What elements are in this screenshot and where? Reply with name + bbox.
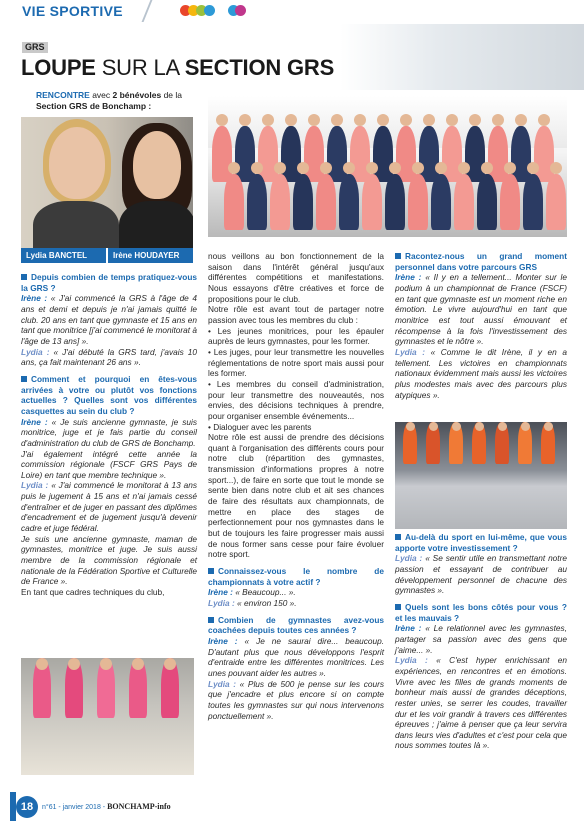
person-figure <box>534 126 554 182</box>
section-label: VIE SPORTIVE <box>22 3 123 19</box>
interview-answer: Irène : « Je suis ancienne gymnaste, je suis monitrice, juge et je fais partie du conseil d'administration du club de GRS de Bonchamp. <box>21 416 197 448</box>
interview-question: Quels sont les bons côtés pour vous ? et les mauvais ? <box>395 601 567 623</box>
column-3-top <box>395 251 567 400</box>
person-figure <box>212 126 232 182</box>
portrait-body <box>33 201 119 253</box>
person-figure <box>511 126 531 182</box>
person-head <box>216 114 228 126</box>
person-head <box>251 162 263 174</box>
speaker-name: Irène : <box>395 623 422 634</box>
interview-question: Depuis combien de temps pratiquez-vous la GRS ? <box>21 272 197 293</box>
person-head <box>492 114 504 126</box>
person-head <box>504 162 516 174</box>
person-head <box>498 422 507 431</box>
person-figure <box>396 126 416 182</box>
person-head <box>515 114 527 126</box>
person-figure <box>362 174 382 230</box>
portrait-body <box>119 201 193 253</box>
paragraph: Je suis une ancienne gymnaste, maman de gymnastes, monitrice et juge. Je suis aussi membre de la commission régionale et nationale de la Fédération Sportive et Culturelle de France ». <box>21 533 197 587</box>
person-head <box>262 114 274 126</box>
question-bullet-icon <box>395 534 401 540</box>
interview-answer: Lydia : « Comme le dit Irène, il y en a tellement. Les victoires en championnats nationaux évidemment mais aussi les victoires plus modestes mais avec des parcours plus atypiques ». <box>395 346 567 400</box>
person-head <box>452 422 461 431</box>
person-figure <box>316 174 336 230</box>
person-figure <box>339 174 359 230</box>
interview-answer: Irène : « J'ai commencé la GRS à l'âge de 4 ans et demi et depuis je n'ai jamais quitté le club. 20 ans en tant que gymnaste et 15 ans en tant que monitrice [j'ai commencé le monitorat à l'âge de 13 ans] ». <box>21 293 197 346</box>
speaker-name: Irène : <box>395 272 422 283</box>
person-head <box>446 114 458 126</box>
interview-answer: Lydia : « C'est hyper enrichissant en expériences, en rencontres et en émotions. Vivre avec les filles de grands moments de bonheur mais aussi de grandes déceptions, rester unies, se serrer les coudes, travailler dur et les voir grandir à travers ces différentes épreuves ; j'aime à penser que ça leur servira dans leurs vies d'adultes et c'est pour cela que nous sommes toutes là ». <box>395 655 567 751</box>
person-figure <box>500 174 520 230</box>
page-number: 18 <box>16 796 38 818</box>
person-figure <box>304 126 324 182</box>
person-head <box>274 162 286 174</box>
speaker-name: Lydia : <box>21 346 50 357</box>
person-figure <box>546 174 566 230</box>
column-1 <box>21 272 197 598</box>
person-figure <box>224 174 244 230</box>
speaker-name: Lydia : <box>21 480 49 491</box>
column-2 <box>208 251 384 721</box>
person-head <box>544 422 553 431</box>
person-figure <box>465 126 485 182</box>
person-head <box>68 658 80 670</box>
person-figure <box>385 174 405 230</box>
header-background-image <box>340 24 584 90</box>
section-tag: GRS <box>22 42 48 53</box>
article-title: LOUPE SUR LA SECTION GRS <box>21 55 335 80</box>
speaker-name: Lydia : <box>395 346 426 357</box>
interview-question: Au-delà du sport en lui-même, que vous apporte votre investissement ? <box>395 532 567 553</box>
person-head <box>389 162 401 174</box>
interview-answer: Irène : « Je ne saurai dire... beaucoup. D'autant plus que nous développons l'esprit d'entraide entre les différentes monitrices. Les unes pouvant aider les autres ». <box>208 635 384 678</box>
paragraph: Notre rôle est aussi de prendre des décisions quant à l'organisation des différents cours pour notre club (répartition des gymnastes, transmission d'informations propres à notre sport...), de faire en sorte que tout le monde se sente bien dans notre club et ait ses chances de faire des résultats aux championnats, de mettre en place des stages de perfectionnement pour nos gymnastes dans le but de toujours les faire progresser mais aussi de nous former sans cesse pour faire évoluer notre sport. <box>208 432 384 560</box>
interview-answer: Irène : « Il y en a tellement... Monter sur le podium à un championnat de France (FSCF) en tant que gymnaste est un moment riche en émotion. Le vivre aujourd'hui en tant que monitrice est tout aussi émouvant et récompense à la fois l'investissement des gymnastes et le nôtre ». <box>395 272 567 347</box>
person-head <box>521 422 530 431</box>
person-head <box>481 162 493 174</box>
person-head <box>354 114 366 126</box>
person-head <box>429 422 438 431</box>
paragraph: • Dialoguer avec les parents <box>208 421 312 432</box>
color-dot <box>235 5 246 16</box>
portrait-face <box>133 131 181 199</box>
competition-photo <box>395 422 567 529</box>
question-bullet-icon <box>208 617 214 623</box>
person-head <box>527 162 539 174</box>
interview-question: Racontez-nous un grand moment personnel dans votre parcours GRS <box>395 251 567 272</box>
person-figure <box>293 174 313 230</box>
caption-lydia: Lydia BANCTEL <box>21 248 106 263</box>
person-figure <box>442 126 462 182</box>
interview-answer: Lydia : « J'ai débuté la GRS tard, j'avais 10 ans, ça fait maintenant 26 ans ». <box>21 346 197 368</box>
question-bullet-icon <box>395 604 401 610</box>
person-head <box>164 658 176 670</box>
portrait-caption <box>21 248 193 263</box>
person-head <box>100 658 112 670</box>
person-figure <box>258 126 278 182</box>
person-head <box>366 162 378 174</box>
speaker-name: Lydia : <box>395 553 423 564</box>
speaker-name: Irène : <box>21 416 48 427</box>
speaker-name: Irène : <box>208 635 238 646</box>
person-figure <box>281 126 301 182</box>
person-head <box>435 162 447 174</box>
interview-answer: Irène : « Beaucoup... ». <box>208 587 296 598</box>
paragraph: En tant que cadres techniques du club, <box>21 587 165 598</box>
person-figure <box>350 126 370 182</box>
speaker-name: Lydia : <box>208 678 237 689</box>
paragraph: • Les jeunes monitrices, pour les épauler auprès de leurs gymnastes, pour les former. <box>208 325 384 347</box>
interview-answer: Lydia : « Plus de 500 je pense sur les cours que j'encadre et plus encore si on compte toutes les gymnastes sur qui nous intervenons ponctuellement ». <box>208 678 384 721</box>
person-figure <box>419 126 439 182</box>
person-figure <box>523 174 543 230</box>
question-bullet-icon <box>21 376 27 382</box>
interview-question: Connaissez-vous le nombre de championnats à votre actif ? <box>208 566 384 587</box>
speaker-name: Lydia : <box>208 598 235 608</box>
paragraph: Notre rôle est avant tout de partager notre passion avec tous les membres du club : <box>208 304 384 325</box>
person-head <box>400 114 412 126</box>
portrait-face <box>49 127 105 199</box>
color-dot <box>204 5 215 16</box>
person-head <box>308 114 320 126</box>
interview-answer: Lydia : « environ 150 ». <box>208 598 297 608</box>
question-bullet-icon <box>208 568 214 574</box>
speaker-name: Irène : <box>208 587 233 598</box>
paragraph: • Les juges, pour leur transmettre les nouvelles réglementations de notre sport mais aussi pour les former. <box>208 346 384 379</box>
interview-answer: Lydia : « Se sentir utile en transmettant notre passion et essayant de contribuer au développement personnel de chacune des gymnastes ». <box>395 553 567 596</box>
person-head <box>285 114 297 126</box>
person-figure <box>431 174 451 230</box>
person-figure <box>247 174 267 230</box>
person-head <box>343 162 355 174</box>
question-bullet-icon <box>395 253 401 259</box>
person-figure <box>477 174 497 230</box>
person-figure <box>327 126 347 182</box>
person-head <box>228 162 240 174</box>
person-head <box>320 162 332 174</box>
question-bullet-icon <box>21 274 27 280</box>
person-figure <box>454 174 474 230</box>
speaker-name: Irène : <box>21 293 48 304</box>
team-photo <box>208 96 567 237</box>
person-head <box>406 422 415 431</box>
paragraph: J'ai également intégré cette année la commission régionale (FSCF GRS Pays de Loire) en tant que membre technique ». <box>21 448 197 480</box>
person-head <box>132 658 144 670</box>
person-figure <box>408 174 428 230</box>
person-head <box>331 114 343 126</box>
person-head <box>377 114 389 126</box>
caption-irene: Irène HOUDAYER <box>106 248 193 263</box>
person-head <box>538 114 550 126</box>
interview-question: Comment et pourquoi en êtes-vous arrivées à votre ou plutôt vos fonctions actuelles ? Quelles sont vos différentes casquettes au sein du club ? <box>21 373 197 416</box>
person-figure <box>488 126 508 182</box>
person-head <box>423 114 435 126</box>
person-head <box>297 162 309 174</box>
person-head <box>550 162 562 174</box>
person-head <box>36 658 48 670</box>
person-head <box>469 114 481 126</box>
person-figure <box>235 126 255 182</box>
person-head <box>239 114 251 126</box>
person-head <box>458 162 470 174</box>
hoop-routine-photo <box>21 658 194 775</box>
paragraph: nous veillons au bon fonctionnement de la saison dans l'intérêt général jusqu'aux différentes compétitions et manifestations. Nous essayons d'être créatives et force de propositions pour le club. <box>208 251 384 304</box>
portrait-photo <box>21 117 193 253</box>
interview-question: Combien de gymnastes avez-vous coachées depuis toutes ces années ? <box>208 614 384 636</box>
person-figure <box>373 126 393 182</box>
paragraph: • Les membres du conseil d'administration, pour leur transmettre des nouveautés, nos envies, des décisions techniques à prendre, pour organiser ensemble événements... <box>208 378 384 421</box>
interview-answer: Lydia : « J'ai commencé le monitorat à 13 ans puis le jugement à 15 ans et n'ai jamais cessé d'entraîner et de juger en passant des diplômes d'encadrement et de jugement jusqu'à devenir cadre et juge fédéral. <box>21 480 197 534</box>
person-figure <box>270 174 290 230</box>
interview-answer: Irène : « Le relationnel avec les gymnastes, partager sa passion avec des gens que j'aime... ». <box>395 623 568 655</box>
article-deck: RENCONTRE avec 2 bénévoles de la Section GRS de Bonchamp : <box>36 90 182 111</box>
person-head <box>475 422 484 431</box>
speaker-name: Lydia : <box>395 655 428 666</box>
person-head <box>412 162 424 174</box>
footer-issue: n°61 - janvier 2018 - BONCHAMP-info <box>42 802 171 811</box>
column-3-bottom <box>395 532 567 751</box>
